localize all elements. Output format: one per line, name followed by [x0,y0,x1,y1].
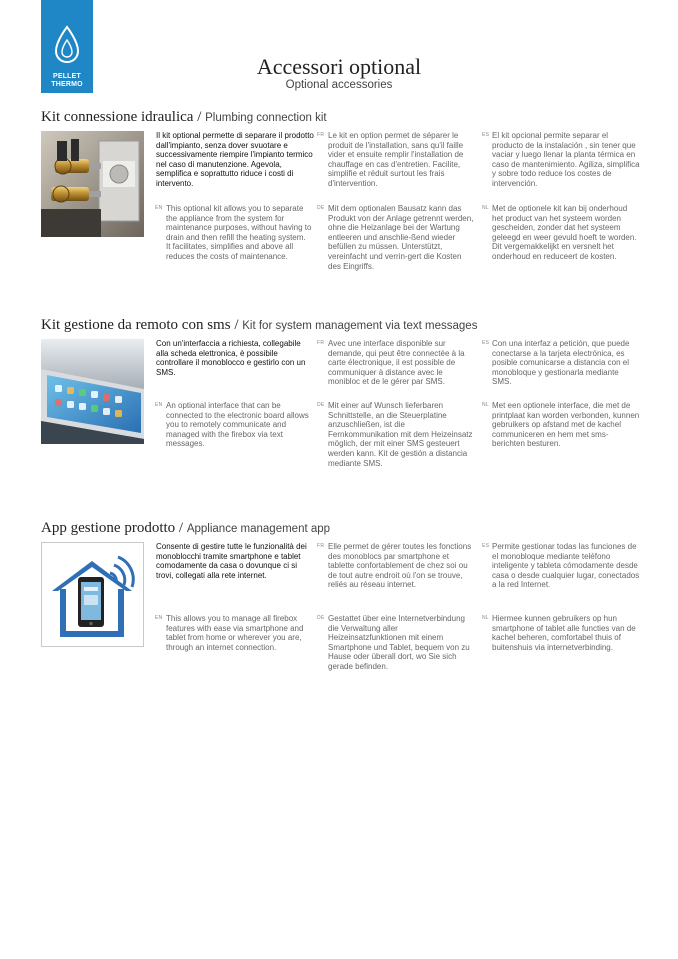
text-it: Con un'interfaccia a richiesta, collegabile alla scheda elettronica, è possibile controllare il monoblocco e gestirlo con un SMS. [156,339,306,377]
lang-code-es: ES [482,543,490,549]
lang-code-es: ES [482,340,490,346]
text-fr: Elle permet de gérer toutes les fonctions des monoblocs par smartphone et tablette confortablement de chez soi ou de tout autre endroit où l'on se trouve, reliés au réseau internet. [328,542,472,590]
lang-code-en: EN [155,402,163,408]
page-subtitle: Optional accessories [285,79,393,91]
text-fr: Avec une interface disponible sur demande, qui peut être connectée à la carte électronique, il est possible de communiquer à distance avec le monibloc et de le gérer par SMS. [328,339,465,387]
page-title: Accessori optional [256,54,422,79]
lang-code-fr: FR [317,132,325,138]
text-es: Permite gestionar todas las funciones de el monobloque mediante teléfono inteligente y tableta cómodamente desde casa o desde cualquier lugar, conectados a la red Internet. [492,542,640,590]
lang-code-fr: FR [317,543,325,549]
text-nl: Hiermee kunnen gebruikers op hun smartphone of tablet alle functies van de kachel beheren, comfortabel thuis of buitenshuis via internetverbinding. [492,614,636,652]
text-es: Con una interfaz a petición, que puede conectarse a la tarjeta electrónica, es posible comunicarse a distancia con el monobloque y gestionarla mediante SMS. [492,339,630,387]
lang-code-fr: FR [317,340,325,346]
valve-fittings-photo [41,131,144,237]
lang-code-en: EN [155,205,163,211]
lang-code-es: ES [482,132,490,138]
lang-code-nl: NL [482,402,489,408]
lang-code-en: EN [155,615,163,621]
text-de: Mit einer auf Wunsch lieferbaren Schnittstelle, an die Steuerplatine anzuschließen, ist die Fernkommunikation mit dem Heizeinsatz möglich, der mit einer SMS gesteuert werden kann. Kit de gestión a distancia mediante SMS. [328,401,473,468]
smart-home-app-illustration [41,542,144,647]
lang-code-de: DE [317,402,325,408]
lang-code-de: DE [317,615,325,621]
text-de: Gestattet über eine Internetverbindung die Verwaltung aller Heizeinsatzfunktionen mit einem Smartphone und Tablet, bequem von zu Hause oder überall dort, wo Sie sich gerade befinden. [328,614,470,671]
section-title-app: App gestione prodotto / Appliance management app [41,520,331,536]
lang-code-nl: NL [482,205,489,211]
text-it: Consente di gestire tutte le funzionalità dei monoblocchi tramite smartphone e tablet comodamente da casa o dovunque ci si trovi, collegati alla rete internet. [156,542,307,580]
smartphone-photo [41,339,144,444]
text-de: Mit dem optionalen Bausatz kann das Produkt von der Anlage getrennt werden, ohne die Heizanlage bei der Wartung entleeren und anschlie-ßend wieder befüllen zu müssen. Unterstützt, vereinfacht und verrin-gert die Kosten des Eingriffs. [328,204,474,271]
text-en: This optional kit allows you to separate the appliance from the system for maintenance purposes, without having to drain and then refill the heating system. It facilitates, simplifies and above all reduces the costs of maintenance. [166,204,312,261]
text-nl: Met een optionele interface, die met de printplaat kan worden verbonden, kunnen gebruikers op afstand met de kachel communiceren en hem met sms-berichten besturen. [492,401,640,449]
text-en: This allows you to manage all firebox features with ease via smartphone and tablet from home or wherever you are, through an internet connection. [166,614,304,652]
text-en: An optional interface that can be connected to the electronic board allows you to remotely communicate and managed with the firebox via text messages. [166,401,309,449]
section-title-sms: Kit gestione da remoto con sms / Kit for system management via text messages [41,317,478,333]
text-fr: Le kit en option permet de séparer le produit de l'installation, sans qu'il faille vider et ensuite remplir l'installation de chauffage en cas d'entretien. Facilite, simplifie et réduit surtout les frais d'intervention. [328,131,464,188]
lang-code-de: DE [317,205,325,211]
lang-code-nl: NL [482,615,489,621]
section-title-plumbing: Kit connessione idraulica / Plumbing connection kit [41,109,327,125]
brand-label: PELLET THERMO [51,73,83,88]
text-es: El kit opcional permite separar el producto de la instalación , sin tener que vaciar y luego llenar la planta térmica en caso de mantenimiento. Agiliza, simplifica y sobre todo reduce los costes de intervención. [492,131,640,188]
text-nl: Met de optionele kit kan bij onderhoud het product van het systeem worden gescheiden, zonder dat het systeem geleegd en weer gevuld hoeft te worden. Dit vergemakkelijkt en versnelt het onderhoud en reduceert de kosten. [492,204,637,261]
text-it: Il kit optional permette di separare il prodotto dall'impianto, senza dover svuotare e successivamente riempire l'impianto termico nel caso di manutenzione. Agevola, semplifica e soprattutto riduce i costi di intervento. [156,131,314,188]
